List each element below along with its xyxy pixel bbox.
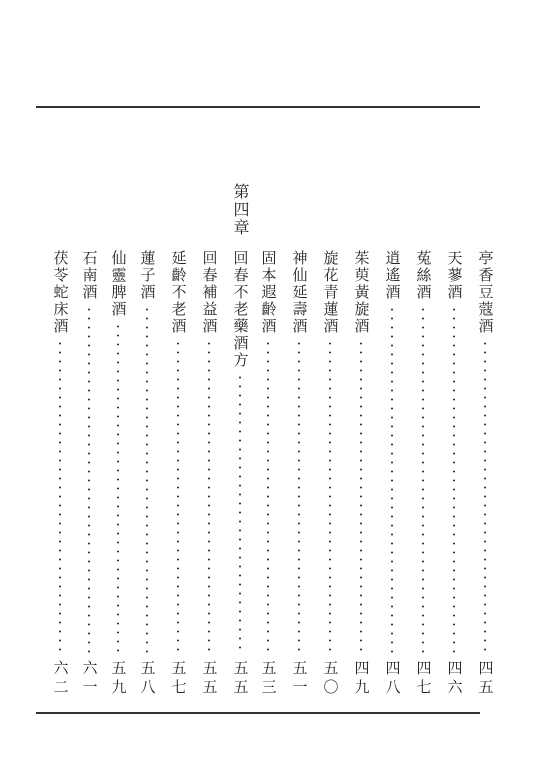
entry-page: 四五 — [476, 660, 495, 698]
entry-page: 五五 — [231, 660, 250, 698]
dot-leader — [208, 339, 210, 654]
dot-leader — [239, 373, 241, 654]
entry-title: 延齡不老酒 — [169, 250, 188, 335]
bottom-rule — [36, 712, 480, 714]
entry-title: 蓮子酒 — [138, 250, 157, 301]
dot-leader — [484, 339, 486, 654]
entry-page: 六一 — [80, 660, 99, 698]
entry-title: 石南酒 — [80, 250, 99, 301]
entry-page: 五五 — [200, 660, 219, 698]
entry-title: 仙靈脾酒 — [109, 250, 128, 318]
toc-entry[interactable] — [196, 250, 222, 698]
toc-entry[interactable] — [76, 250, 102, 698]
entry-page: 四八 — [383, 660, 402, 698]
entry-title: 茱萸黃旋酒 — [352, 250, 371, 335]
entry-title: 回春補益酒 — [200, 250, 219, 335]
toc-entry[interactable] — [472, 250, 498, 698]
toc-entry[interactable] — [441, 250, 467, 698]
entry-title: 旋花青蓮酒 — [321, 250, 340, 335]
entry-title: 逍遙酒 — [383, 250, 402, 301]
toc-entry[interactable] — [255, 250, 281, 698]
entry-title: 固本遐齡酒 — [259, 250, 278, 335]
dot-leader — [267, 339, 269, 654]
dot-leader — [59, 339, 61, 654]
dot-leader — [117, 322, 119, 654]
entry-page: 六二 — [51, 660, 70, 698]
toc-entry[interactable] — [134, 250, 160, 698]
dot-leader — [422, 305, 424, 654]
dot-leader — [88, 305, 90, 654]
dot-leader — [146, 305, 148, 654]
entry-title: 回春不老藥酒方 — [231, 250, 250, 369]
entry-page: 五〇 — [321, 660, 340, 698]
entry-page: 五七 — [169, 660, 188, 698]
toc-list — [0, 250, 534, 710]
entry-page: 四七 — [414, 660, 433, 698]
toc-entry[interactable] — [286, 250, 312, 698]
entry-page: 五一 — [290, 660, 309, 698]
dot-leader — [453, 305, 455, 654]
toc-entry[interactable] — [348, 250, 374, 698]
toc-entry[interactable] — [410, 250, 436, 698]
toc-entry[interactable] — [47, 250, 73, 698]
dot-leader — [360, 339, 362, 654]
toc-entry[interactable] — [227, 250, 253, 698]
entry-title: 天蓼酒 — [445, 250, 464, 301]
entry-page: 四九 — [352, 660, 371, 698]
entry-page: 五九 — [109, 660, 128, 698]
chapter-heading: 第四章 — [231, 183, 250, 237]
entry-title: 亭香豆蔻酒 — [476, 250, 495, 335]
dot-leader — [177, 339, 179, 654]
toc-entry[interactable] — [105, 250, 131, 698]
toc-entry[interactable] — [379, 250, 405, 698]
entry-page: 五三 — [259, 660, 278, 698]
dot-leader — [329, 339, 331, 654]
toc-entry[interactable] — [317, 250, 343, 698]
entry-page: 五八 — [138, 660, 157, 698]
top-rule — [36, 106, 480, 108]
entry-page: 四六 — [445, 660, 464, 698]
entry-title: 茯苓蛇床酒 — [51, 250, 70, 335]
entry-title: 神仙延壽酒 — [290, 250, 309, 335]
dot-leader — [298, 339, 300, 654]
toc-entry[interactable] — [165, 250, 191, 698]
dot-leader — [391, 305, 393, 654]
entry-title: 菟絲酒 — [414, 250, 433, 301]
